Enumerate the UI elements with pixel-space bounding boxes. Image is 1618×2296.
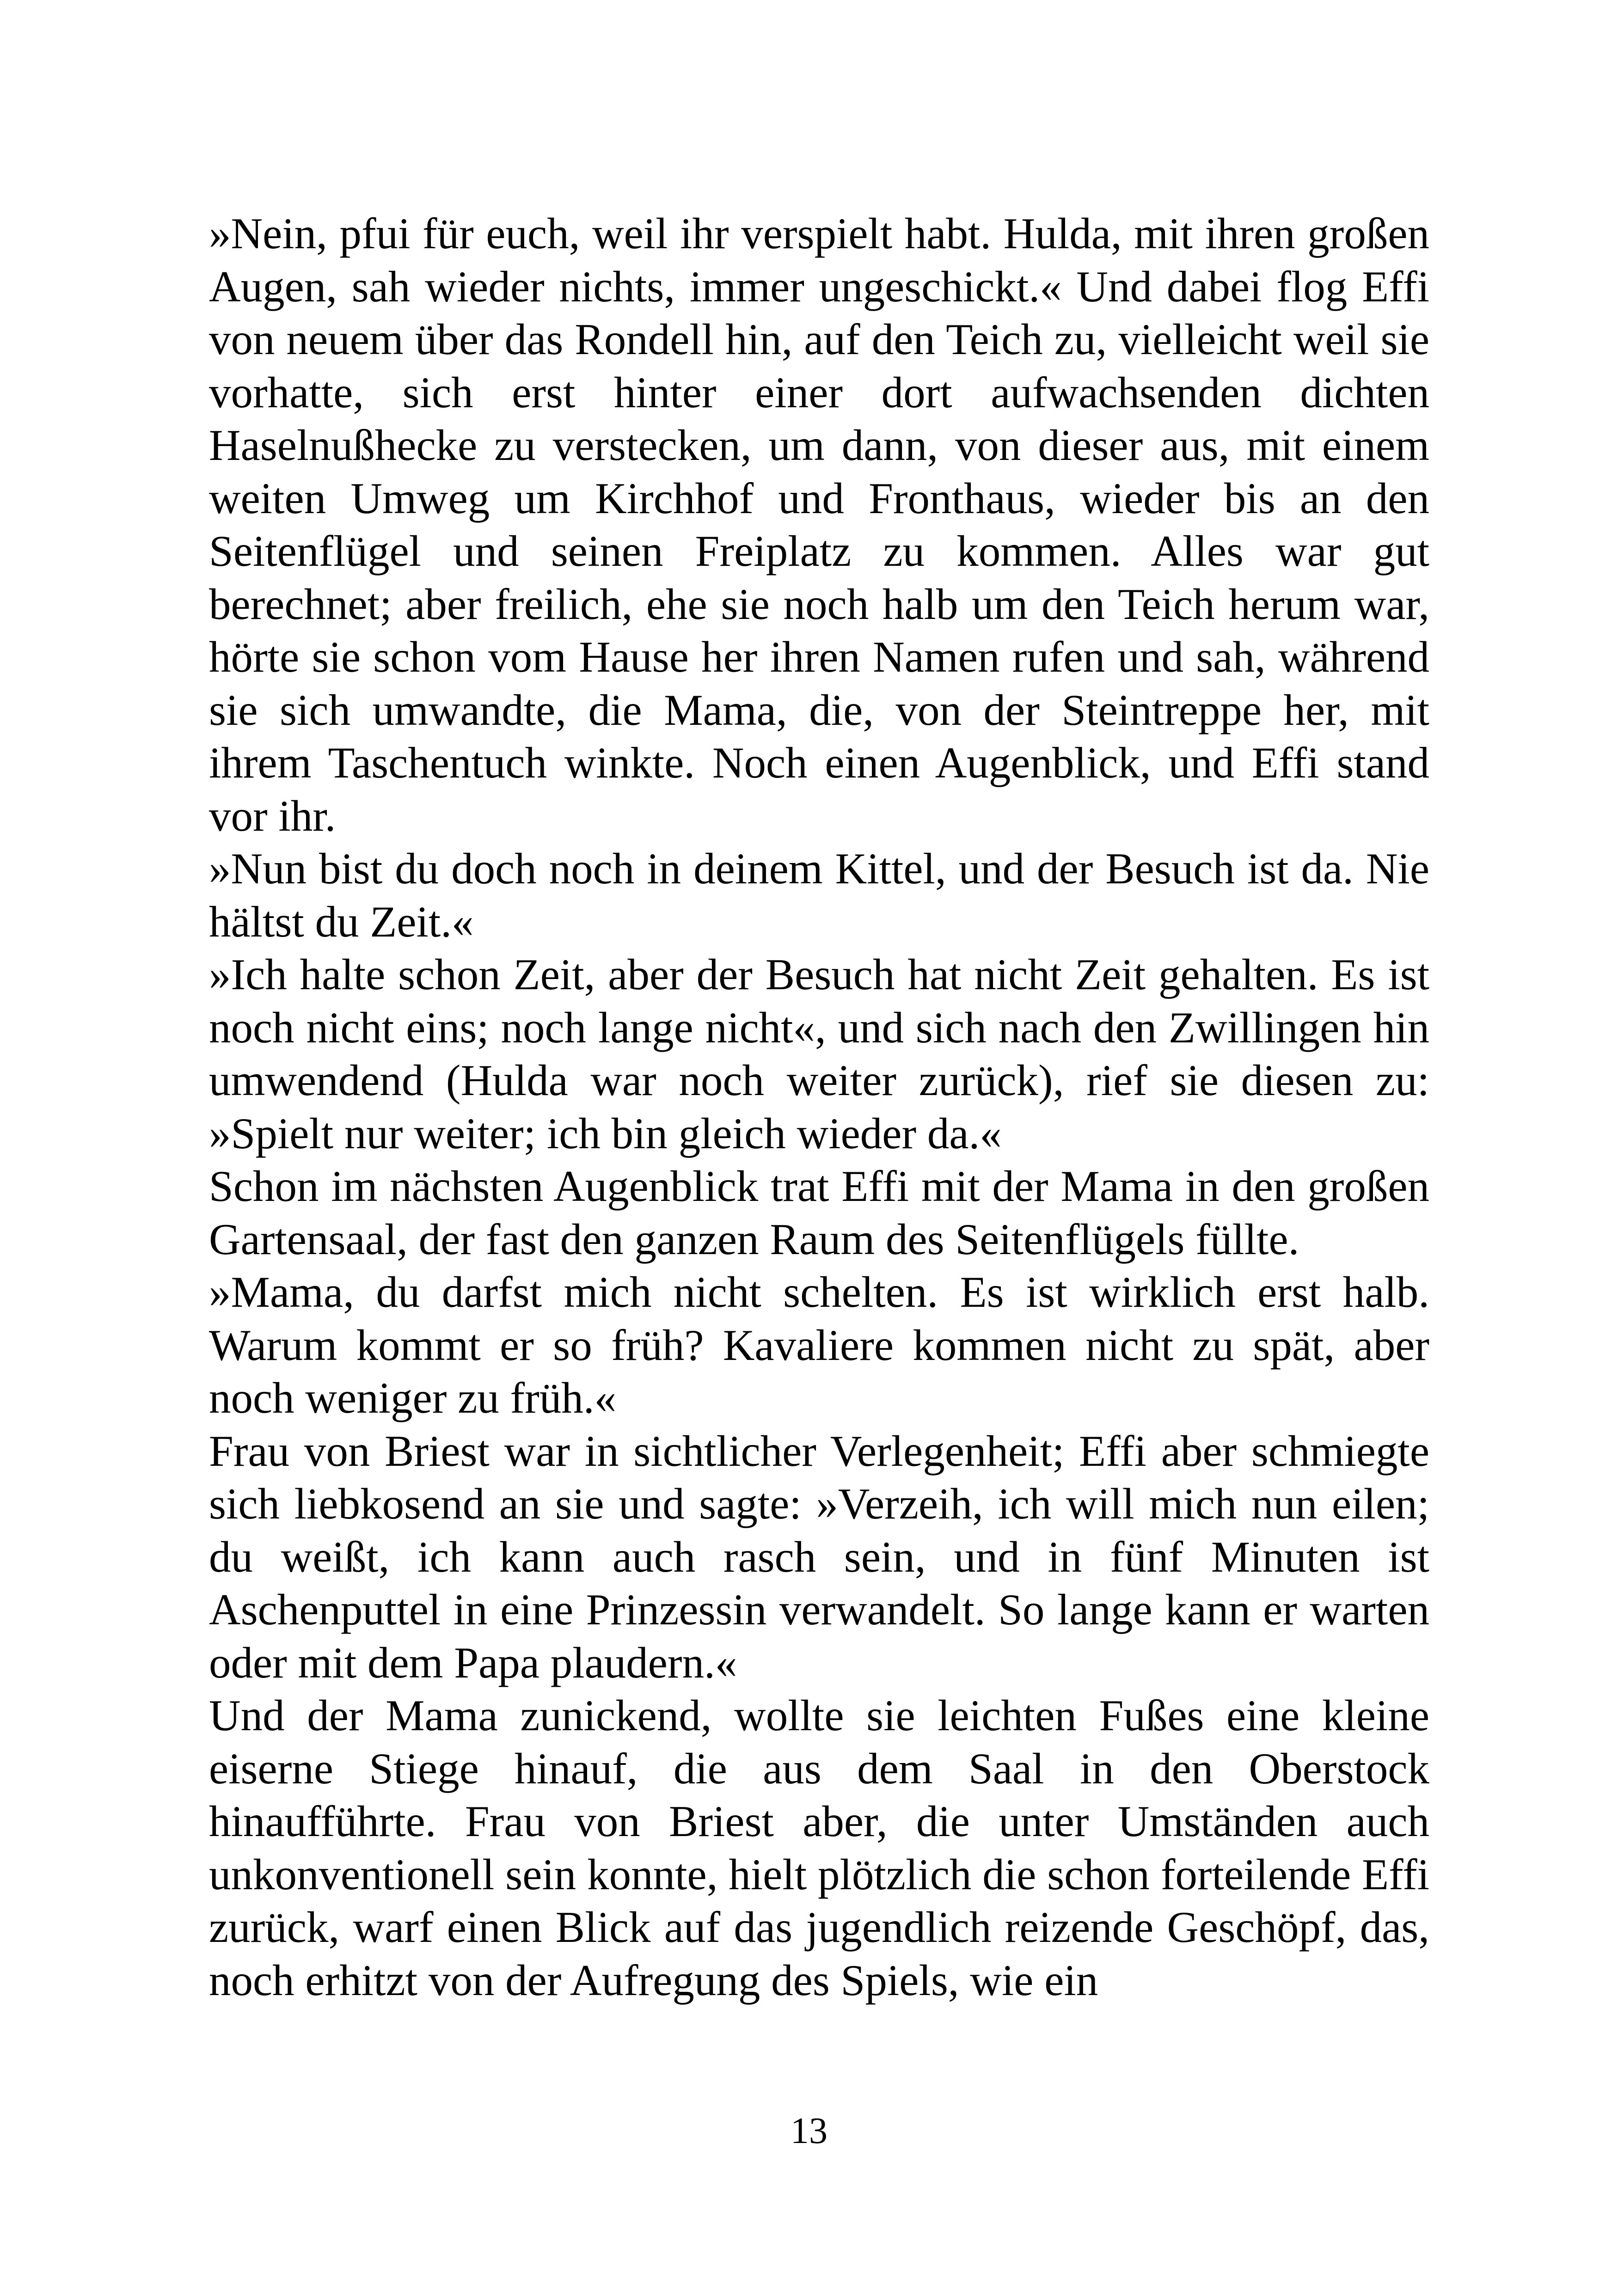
paragraph-7: Und der Mama zunickend, wollte sie leichten Fußes eine kleine eiserne Stiege hinauf, die aus dem Saal in den Oberstock hinaufführte. Frau von Briest aber, die unter Umständen auch unkonventionell sein konnte, hielt plötzlich die schon forteilende Effi zurück, warf einen Blick auf das jugendlich reizende Geschöpf, das, noch erhitzt von der Aufregung des Spiels, wie ein bbox=[209, 1691, 1429, 2005]
paragraph-6: Frau von Briest war in sichtlicher Verlegenheit; Effi aber schmiegte sich liebkosend an sie und sagte: »Verzeih, ich will mich nun eilen; du weißt, ich kann auch rasch sein, und in fünf Minuten ist Aschenputtel in eine Prinzessin verwandelt. So lange kann er warten oder mit dem Papa plaudern.« bbox=[209, 1426, 1429, 1687]
page-number: 13 bbox=[791, 2111, 827, 2151]
body-text bbox=[209, 207, 1429, 2007]
paragraph-1: »Nein, pfui für euch, weil ihr verspielt habt. Hulda, mit ihren großen Augen, sah wieder nichts, immer ungeschickt.« Und dabei flog Effi von neuem über das Rondell hin, auf den Teich zu, vielleicht weil sie vorhatte, sich erst hinter einer dort aufwachsenden dichten Haselnußhecke zu verstecken, um dann, von dieser aus, mit einem weiten Umweg um Kirchhof und Fronthaus, wieder bis an den Seitenflügel und seinen Freiplatz zu kommen. Alles war gut berechnet; aber freilich, ehe sie noch halb um den Teich herum war, hörte sie schon vom Hause her ihren Namen rufen und sah, während sie sich umwandte, die Mama, die, von der Steintreppe her, mit ihrem Taschentuch winkte. Noch einen Augenblick, und Effi stand vor ihr. bbox=[209, 209, 1429, 840]
paragraph-3: »Ich halte schon Zeit, aber der Besuch hat nicht Zeit gehalten. Es ist noch nicht eins; noch lange nicht«, und sich nach den Zwillingen hin umwendend (Hulda war noch weiter zurück), rief sie diesen zu: »Spielt nur weiter; ich bin gleich wieder da.« bbox=[209, 950, 1429, 1158]
paragraph-5: »Mama, du darfst mich nicht schelten. Es ist wirklich erst halb. Warum kommt er so früh? Kavaliere kommen nicht zu spät, aber noch weniger zu früh.« bbox=[209, 1267, 1429, 1422]
paragraph-2: »Nun bist du doch noch in deinem Kittel, und der Besuch ist da. Nie hältst du Zeit.« bbox=[209, 844, 1429, 946]
paragraph-4: Schon im nächsten Augenblick trat Effi mit der Mama in den großen Gartensaal, der fast den ganzen Raum des Seitenflügels füllte. bbox=[209, 1162, 1429, 1264]
